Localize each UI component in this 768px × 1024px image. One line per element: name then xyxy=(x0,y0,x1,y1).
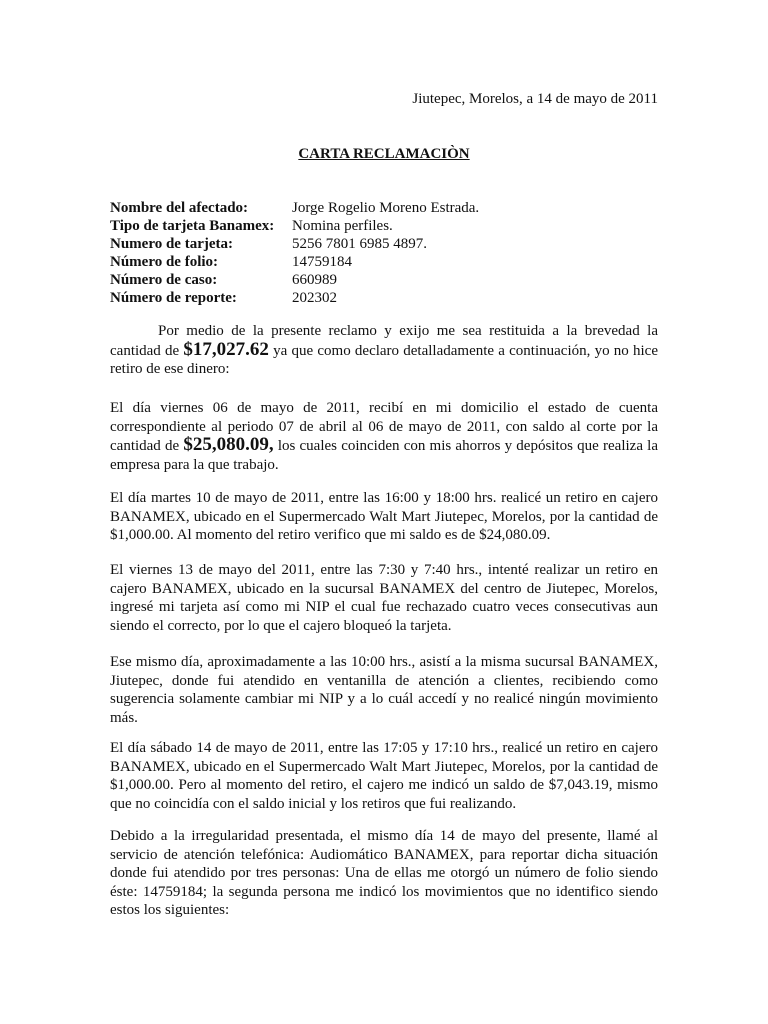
field-row-folio xyxy=(110,253,658,271)
paragraph-phone-report: Debido a la irregularidad presentada, el mismo día 14 de mayo del presente, llamé al servicio de atención telefónica: Audiomático BANAMEX, para reportar dicha situación donde fui atendido por tres personas: Una de ellas me otorgó un número de folio siendo éste: 14759184; la segunda persona me indicó los movimientos que no identifico siendo estos los siguientes: xyxy=(110,828,658,918)
paragraph-nip-change: Ese mismo día, aproximadamente a las 10:00 hrs., asistí a la misma sucursal BANAMEX, Jiutepec, donde fui atendido en ventanilla de atención a clientes, recibiendo como sugerencia solamente cambiar mi NIP y a lo cuál accedí y no realicé ningún movimiento más. xyxy=(110,654,658,726)
claimed-amount: $17,027.62 xyxy=(183,338,269,360)
field-row-numero-tarjeta xyxy=(110,235,658,253)
paragraph-withdrawal-may-10: El día martes 10 de mayo de 2011, entre las 16:00 y 18:00 hrs. realicé un retiro en cajero BANAMEX, ubicado en el Supermercado Walt Mart Jiutepec, Morelos, por la cantidad de $1,000.00. Al momento del retiro verifico que mi saldo es de $24,080.09. xyxy=(110,490,658,543)
field-label: Número de reporte: xyxy=(110,290,237,306)
date-line: Jiutepec, Morelos, a 14 de mayo de 2011 xyxy=(412,91,658,107)
paragraph-text: los cuales coinciden con mis ahorros y depósitos que realiza la empresa para la que trabajo. xyxy=(110,438,659,473)
field-label: Número de caso: xyxy=(110,272,218,288)
statement-balance-amount: $25,080.09, xyxy=(183,434,274,455)
field-label: Tipo de tarjeta Banamex: xyxy=(110,218,275,234)
field-value: Nomina perfiles. xyxy=(292,218,393,234)
paragraph-text: ya que como declaro detalladamente a continuación, yo no hice retiro de ese dinero: xyxy=(110,342,658,377)
field-row-nombre xyxy=(110,199,658,217)
field-label: Número de folio: xyxy=(110,254,219,270)
field-label: Nombre del afectado: xyxy=(110,200,249,216)
paragraph-withdrawal-may-14: El día sábado 14 de mayo de 2011, entre las 17:05 y 17:10 hrs., realicé un retiro en cajero BANAMEX, ubicado en el Supermercado Walt Mart Jiutepec, Morelos, por la cantidad de $1,000.00. Pero al momento del retiro, el cajero me indicó un saldo de $7,043.19, mismo que no coincidía con el saldo inicial y los retiros que fui realizando. xyxy=(110,740,658,812)
paragraph-statement xyxy=(110,399,658,474)
paragraph-claim xyxy=(110,322,658,379)
claimant-details xyxy=(110,199,658,307)
field-row-caso xyxy=(110,271,658,289)
field-row-tipo-tarjeta xyxy=(110,217,658,235)
paragraph-text: El día viernes 06 de mayo de 2011, recibí en mi domicilio el estado de cuenta correspondiente al periodo 07 de abril al 06 de mayo de 2011, con saldo al corte por la cantidad de xyxy=(110,400,658,454)
field-value: Jorge Rogelio Moreno Estrada. xyxy=(292,200,480,216)
field-row-reporte xyxy=(110,289,658,307)
field-label: Numero de tarjeta: xyxy=(110,236,234,252)
field-value: 5256 7801 6985 4897. xyxy=(292,236,427,252)
letter-title: CARTA RECLAMACIÒN xyxy=(298,146,470,162)
field-value: 660989 xyxy=(292,272,337,288)
paragraph-blocked-card: El viernes 13 de mayo del 2011, entre las 7:30 y 7:40 hrs., intenté realizar un retiro en cajero BANAMEX, ubicado en la sucursal BANAMEX del centro de Jiutepec, Morelos, ingresé mi tarjeta así como mi NIP el cual fue rechazado cuatro veces consecutivas aun siendo el correcto, por lo que el cajero bloqueó la tarjeta. xyxy=(110,562,658,634)
field-value: 14759184 xyxy=(292,254,352,270)
paragraph-text: Por medio de la presente reclamo y exijo me sea restituida a la brevedad la cantidad de xyxy=(110,323,658,359)
field-value: 202302 xyxy=(292,290,337,306)
